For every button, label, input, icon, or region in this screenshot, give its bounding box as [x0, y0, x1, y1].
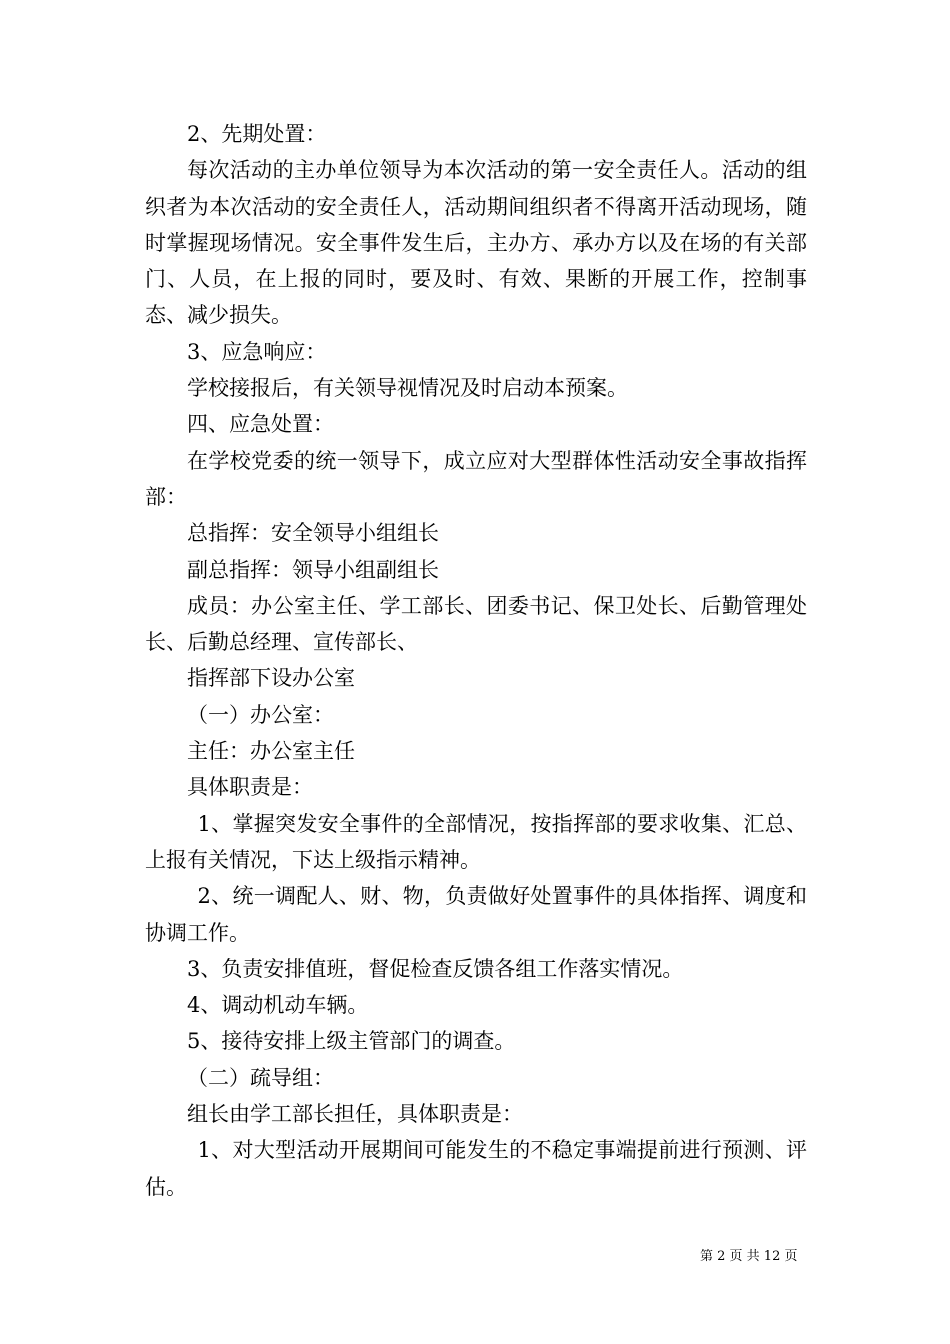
paragraph-duties-label: 具体职责是：: [187, 775, 313, 800]
paragraph-office-director: 主任：办公室主任: [187, 739, 355, 764]
paragraph-commander: 总指挥：安全领导小组组长: [187, 521, 439, 546]
paragraph-heading-emergency-response: 3、应急响应：: [187, 339, 327, 364]
paragraph-duty-3: 3、负责安排值班，督促检查反馈各组工作落实情况。: [187, 956, 684, 981]
paragraph-duty-1: 1、掌握突发安全事件的全部情况，按指挥部的要求收集、汇总、上报有关情况，下达上级指示精神。: [145, 811, 807, 872]
paragraph-responsibility: 每次活动的主办单位领导为本次活动的第一安全责任人。活动的组织者为本次活动的安全责任人，活动期间组织者不得离开活动现场，随时掌握现场情况。安全事件发生后，主办方、承办方以及在场的有关部门、人员，在上报的同时，要及时、有效、果断的开展工作，控制事态、减少损失。: [145, 158, 807, 328]
paragraph-duty-2: 2、统一调配人、财、物，负责做好处置事件的具体指挥、调度和协调工作。: [145, 884, 807, 945]
paragraph-heading-initial-response: 2、先期处置：: [187, 122, 327, 146]
paragraph-heading-guidance-group: （二）疏导组：: [187, 1065, 334, 1090]
paragraph-office-setup: 指挥部下设办公室: [187, 666, 355, 691]
paragraph-heading-office: （一）办公室：: [187, 702, 334, 727]
paragraph-deputy-commander: 副总指挥：领导小组副组长: [187, 557, 439, 582]
paragraph-duty-5: 5、接待安排上级主管部门的调查。: [187, 1029, 516, 1054]
document-body: [145, 116, 807, 1205]
paragraph-heading-emergency-handling: 四、应急处置：: [187, 412, 334, 437]
paragraph-members: 成员：办公室主任、学工部长、团委书记、保卫处长、后勤管理处长、后勤总经理、宣传部长、: [145, 593, 807, 655]
page-number-footer: 第 2 页 共 12 页: [700, 1249, 798, 1264]
paragraph-command-setup: 在学校党委的统一领导下，成立应对大型群体性活动安全事故指挥部：: [145, 448, 807, 509]
paragraph-guidance-leader: 组长由学工部长担任，具体职责是：: [187, 1102, 523, 1127]
paragraph-duty-4: 4、调动机动车辆。: [187, 993, 369, 1018]
paragraph-activate-plan: 学校接报后，有关领导视情况及时启动本预案。: [187, 376, 628, 401]
paragraph-guidance-duty-1: 1、对大型活动开展期间可能发生的不稳定事端提前进行预测、评估。: [145, 1138, 807, 1199]
